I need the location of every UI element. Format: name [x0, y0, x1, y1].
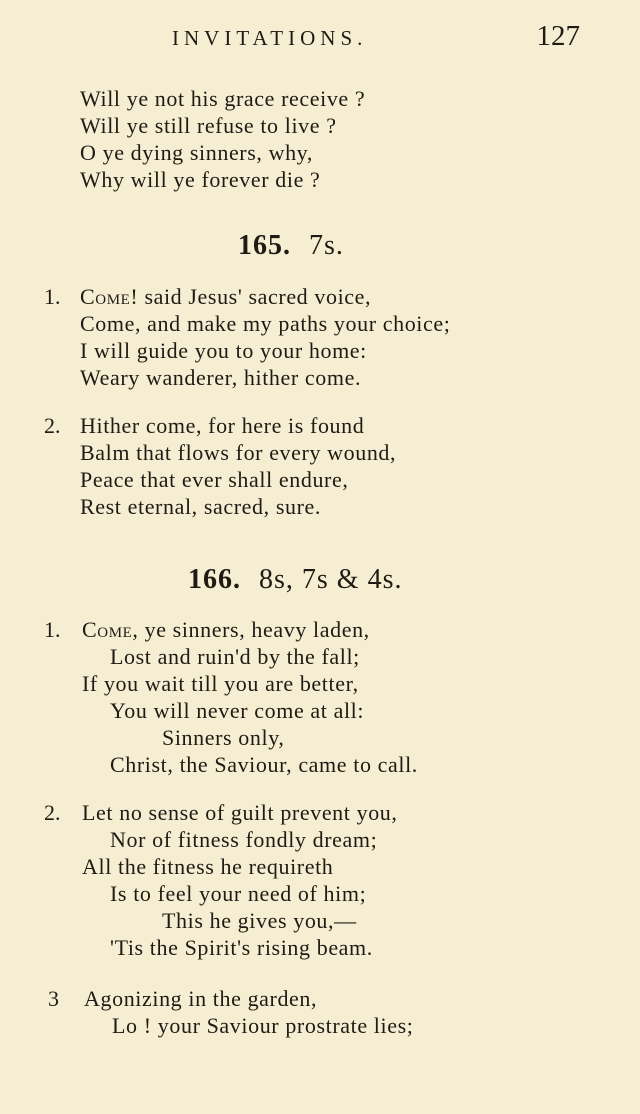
stanza-number: 1. — [44, 617, 61, 642]
stanza-line: This he gives you,— — [162, 908, 357, 933]
carryover-line: Why will ye forever die ? — [80, 167, 321, 192]
stanza-line-text: , ye sinners, heavy laden, — [132, 617, 370, 642]
stanza-line: If you wait till you are better, — [82, 671, 359, 696]
carryover-line: Will ye still refuse to live ? — [80, 113, 337, 138]
stanza-line: Is to feel your need of him; — [110, 881, 367, 906]
hymn-number: 165. — [238, 230, 291, 261]
stanza-line: Rest eternal, sacred, sure. — [80, 494, 321, 519]
stanza-line: All the fitness he requireth — [82, 854, 334, 879]
stanza-line — [80, 284, 371, 310]
stanza-line: Agonizing in the garden, — [84, 986, 318, 1011]
running-title: INVITATIONS. — [172, 26, 368, 50]
page-number: 127 — [536, 20, 580, 52]
stanza-line — [82, 617, 370, 643]
stanza-line: Let no sense of guilt prevent you, — [82, 800, 398, 825]
stanza-first-word: Come — [82, 617, 133, 642]
stanza-number: 1. — [44, 284, 61, 309]
stanza-line: Lo ! your Saviour prostrate lies; — [112, 1013, 414, 1038]
stanza-number: 2. — [44, 413, 61, 438]
page-header — [0, 20, 640, 56]
stanza-line: Weary wanderer, hither come. — [80, 365, 362, 390]
stanza-line: Lost and ruin'd by the fall; — [110, 644, 360, 669]
hymn-165-heading — [238, 230, 344, 262]
stanza-line: Hither come, for here is found — [80, 413, 365, 438]
stanza-line: 'Tis the Spirit's rising beam. — [110, 935, 373, 960]
carryover-line: O ye dying sinners, why, — [80, 140, 313, 165]
stanza-line: Balm that flows for every wound, — [80, 440, 397, 465]
stanza-number: 3 — [48, 986, 59, 1011]
hymn-meter: 7s. — [309, 230, 344, 261]
hymn-number: 166. — [188, 564, 241, 595]
stanza-line: You will never come at all: — [110, 698, 365, 723]
stanza-line: Come, and make my paths your choice; — [80, 311, 451, 336]
stanza-line: Sinners only, — [162, 725, 285, 750]
stanza-line-text: ! said Jesus' sacred voice, — [130, 284, 372, 309]
stanza-line: I will guide you to your home: — [80, 338, 367, 363]
stanza-number: 2. — [44, 800, 61, 825]
stanza-line: Peace that ever shall endure, — [80, 467, 349, 492]
carryover-line: Will ye not his grace receive ? — [80, 86, 366, 111]
stanza-line: Nor of fitness fondly dream; — [110, 827, 378, 852]
hymn-meter: 8s, 7s & 4s. — [259, 564, 403, 595]
stanza-first-word: Come — [80, 284, 131, 309]
stanza-line: Christ, the Saviour, came to call. — [110, 752, 418, 777]
hymn-166-heading — [188, 564, 402, 596]
